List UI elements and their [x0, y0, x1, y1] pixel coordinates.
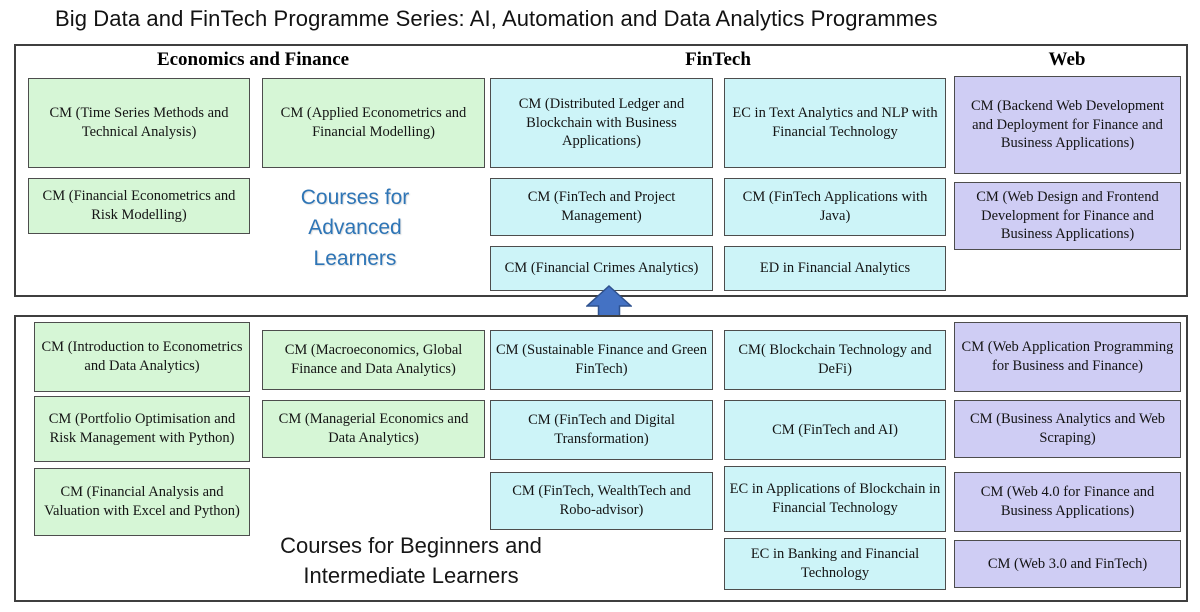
- course-cell: ED in Financial Analytics: [724, 246, 946, 291]
- course-cell: CM (Business Analytics and Web Scraping): [954, 400, 1181, 458]
- course-cell: CM (Distributed Ledger and Blockchain with Business Applications): [490, 78, 713, 168]
- course-cell: EC in Applications of Blockchain in Financial Technology: [724, 466, 946, 532]
- course-cell: CM (Financial Econometrics and Risk Modelling): [28, 178, 250, 234]
- course-cell: CM (FinTech and Project Management): [490, 178, 713, 236]
- course-cell: CM( Blockchain Technology and DeFi): [724, 330, 946, 390]
- beginner-label-line: Intermediate Learners: [303, 562, 519, 588]
- course-cell: CM (Web Design and Frontend Development for Finance and Business Applications): [954, 182, 1181, 250]
- course-cell: CM (Web 4.0 for Finance and Business Applications): [954, 472, 1181, 532]
- course-cell: EC in Banking and Financial Technology: [724, 538, 946, 590]
- course-cell: CM (Time Series Methods and Technical Analysis): [28, 78, 250, 168]
- advanced-learners-label: [272, 183, 438, 285]
- course-cell: CM (Backend Web Development and Deployment for Finance and Business Applications): [954, 76, 1181, 174]
- course-cell: CM (FinTech and Digital Transformation): [490, 400, 713, 460]
- course-cell: CM (Introduction to Econometrics and Data Analytics): [34, 322, 250, 392]
- column-header-fintech: FinTech: [685, 49, 751, 70]
- page-title: Big Data and FinTech Programme Series: AI, Automation and Data Analytics Programmes: [55, 6, 938, 31]
- course-cell: CM (Sustainable Finance and Green FinTech): [490, 330, 713, 390]
- course-cell: CM (Web Application Programming for Business and Finance): [954, 322, 1181, 392]
- course-cell: CM (FinTech, WealthTech and Robo-advisor): [490, 472, 713, 530]
- advanced-label-line: Learners: [313, 246, 397, 270]
- column-header-web: Web: [1048, 49, 1086, 70]
- course-cell: CM (Web 3.0 and FinTech): [954, 540, 1181, 588]
- advanced-label-line: Courses for: [300, 186, 410, 209]
- column-header-economics-finance: Economics and Finance: [156, 49, 350, 70]
- course-cell: CM (Portfolio Optimisation and Risk Management with Python): [34, 396, 250, 462]
- advanced-label-line: Advanced: [308, 216, 402, 240]
- course-cell: EC in Text Analytics and NLP with Financial Technology: [724, 78, 946, 168]
- course-cell: CM (Financial Analysis and Valuation with Excel and Python): [34, 468, 250, 536]
- beginner-label-line: Courses for Beginners and: [280, 533, 542, 558]
- course-cell: CM (Applied Econometrics and Financial Modelling): [262, 78, 485, 168]
- course-cell: CM (FinTech and AI): [724, 400, 946, 460]
- course-cell: CM (Financial Crimes Analytics): [490, 246, 713, 291]
- course-cell: CM (FinTech Applications with Java): [724, 178, 946, 236]
- course-cell: CM (Macroeconomics, Global Finance and Data Analytics): [262, 330, 485, 390]
- course-cell: CM (Managerial Economics and Data Analytics): [262, 400, 485, 458]
- beginner-learners-label: [238, 531, 584, 590]
